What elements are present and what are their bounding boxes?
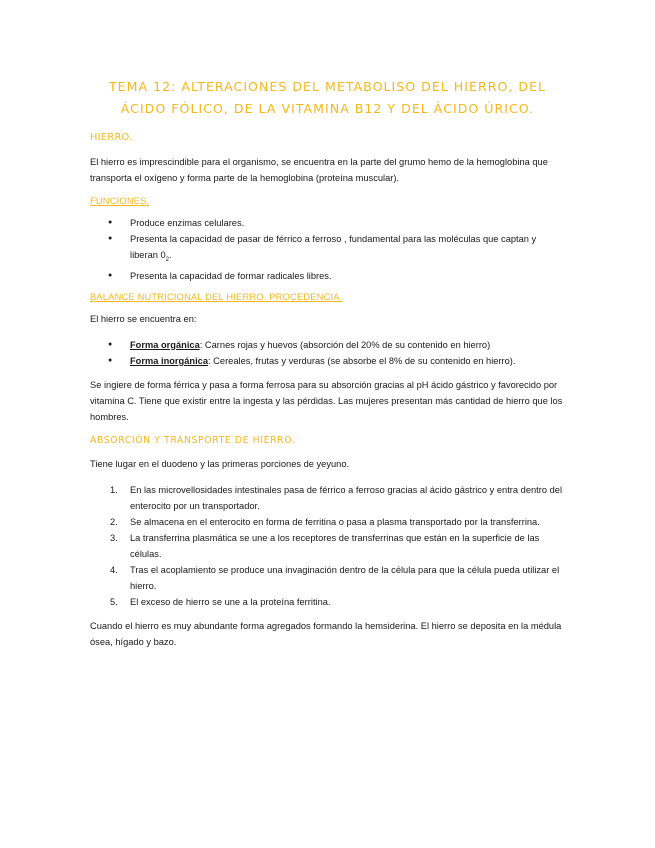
- list-item: ● Presenta la capacidad de pasar de férrico a ferroso , fundamental para las moléculas que captan y liberan $0_2$.: [130, 231, 565, 268]
- list-item: ● Forma orgánica: Carnes rojas y huevos (absorción del 20% de su contenido en hierro): [130, 337, 565, 353]
- absorcion-intro: Tiene lugar en el duodeno y las primeras porciones de yeyuno.: [90, 458, 350, 469]
- list-item: 2. Se almacena en el enterocito en forma de ferritina o pasa a plasma transportado por la transferrina.: [110, 516, 540, 527]
- balance-list: [90, 337, 565, 369]
- funciones-list: [90, 215, 565, 284]
- section-heading-absorcion: ABSORCIÓN Y TRANSPORTE DE HIERRO.: [90, 434, 296, 446]
- list-item: ● Produce enzimas celulares.: [130, 215, 565, 231]
- term-inorganica: Forma inorgánica: [130, 355, 209, 366]
- section-heading-balance: BALANCE NUTRICIONAL DEL HIERRO. PROCEDENCIA.: [90, 291, 343, 302]
- section-heading-hierro: HIERRO.: [90, 132, 133, 143]
- hierro-intro: El hierro es imprescindible para el organismo, se encuentra en la parte del grumo hemo de la hemoglobina que transporta el oxígeno y forma parte de la hemoglobina (proteína muscular).: [90, 157, 548, 183]
- balance-paragraph: Se ingiere de forma férrica y pasa a forma ferrosa para su absorción gracias al pH ácido gástrico y favorecido por vitamina C. Tiene que existir entre la ingesta y las pérdidas. Las mujeres presentan más cantidad de hierro que los hombres.: [90, 379, 563, 422]
- page-title: TEMA 12: ALTERACIONES DEL METABOLISO DEL HIERRO, DEL ÁCIDO FÓLICO, DE LA VITAMINA B12 Y DEL ÁCIDO ÚRICO.: [108, 79, 547, 116]
- section-heading-funciones: FUNCIONES.: [90, 196, 150, 206]
- balance-intro: El hierro se encuentra en:: [90, 313, 197, 324]
- list-item: 3. La transferrina plasmática se une a los receptores de transferrinas que están en la superficie de las células.: [110, 532, 540, 559]
- absorcion-steps: [90, 482, 565, 610]
- absorcion-closing: Cuando el hierro es muy abundante forma agregados formando la hemsiderina. El hierro se deposita en la médula ósea, hígado y bazo.: [90, 620, 562, 647]
- term-organica: Forma orgánica: [130, 339, 200, 350]
- list-item: ● Presenta la capacidad de formar radicales libres.: [130, 268, 565, 284]
- list-item: ● Forma inorgánica: Cereales, frutas y verduras (se absorbe el 8% de su contenido en hierro).: [130, 353, 565, 369]
- subscript: 2: [165, 256, 170, 263]
- document-page: [90, 76, 565, 660]
- list-item: 4. Tras el acoplamiento se produce una invaginación dentro de la célula para que la célula pueda utilizar el hierro.: [110, 564, 560, 591]
- list-item: 5. El exceso de hierro se une a la proteína ferritina.: [110, 596, 331, 607]
- list-item: 1. En las microvellosidades intestinales pasa de férrico a ferroso gracias al ácido gástrico y entra dentro del enterocito por un transportador.: [110, 484, 563, 511]
